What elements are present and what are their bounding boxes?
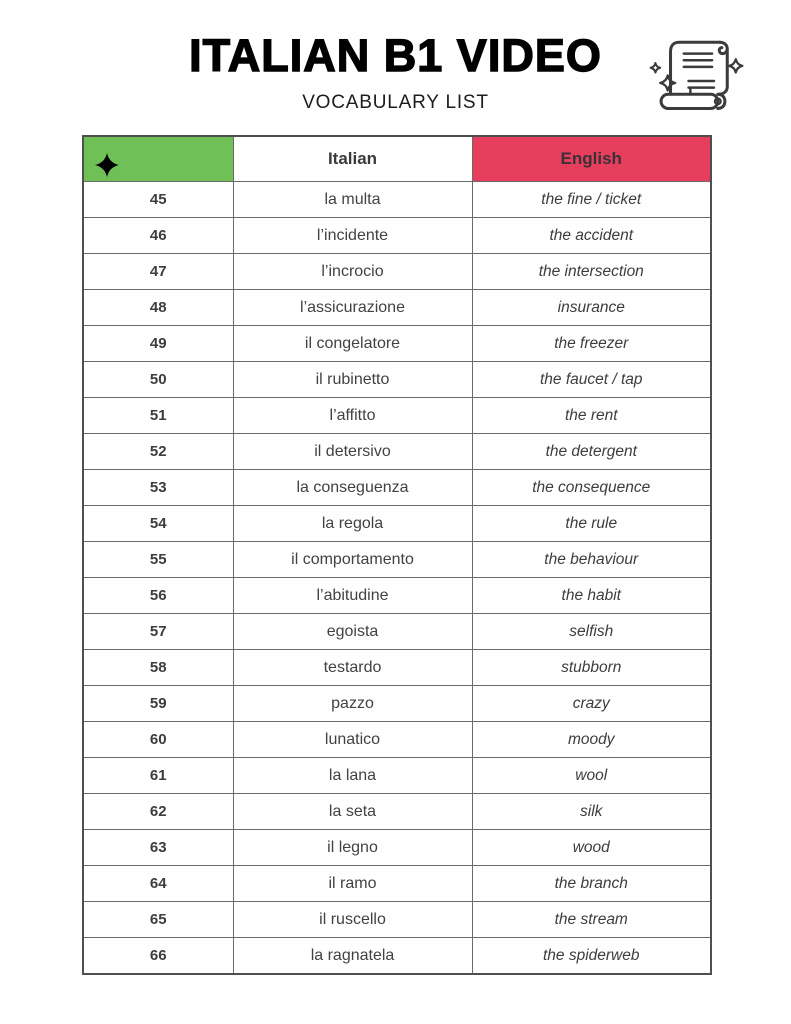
italian-column-header: Italian xyxy=(233,136,472,182)
italian-word-cell: il ramo xyxy=(233,866,472,902)
english-translation-cell: the branch xyxy=(472,866,711,902)
table-row xyxy=(83,362,711,398)
italian-word-cell: la conseguenza xyxy=(233,470,472,506)
english-translation-cell: the habit xyxy=(472,578,711,614)
italian-word-cell: l’assicurazione xyxy=(233,290,472,326)
table-row xyxy=(83,542,711,578)
row-number-cell: 60 xyxy=(83,722,233,758)
row-number-cell: 61 xyxy=(83,758,233,794)
table-row xyxy=(83,722,711,758)
italian-word-cell: l’abitudine xyxy=(233,578,472,614)
row-number-cell: 45 xyxy=(83,182,233,218)
italian-word-cell: il ruscello xyxy=(233,902,472,938)
table-row xyxy=(83,686,711,722)
table-row xyxy=(83,506,711,542)
table-row xyxy=(83,650,711,686)
english-translation-cell: moody xyxy=(472,722,711,758)
english-translation-cell: the rule xyxy=(472,506,711,542)
italian-word-cell: il congelatore xyxy=(233,326,472,362)
table-row xyxy=(83,290,711,326)
row-number-cell: 63 xyxy=(83,830,233,866)
table-row xyxy=(83,938,711,975)
row-number-cell: 58 xyxy=(83,650,233,686)
english-translation-cell: the intersection xyxy=(472,254,711,290)
row-number-cell: 57 xyxy=(83,614,233,650)
english-column-header: English xyxy=(472,136,711,182)
row-number-cell: 50 xyxy=(83,362,233,398)
italian-word-cell: l’affitto xyxy=(233,398,472,434)
table-row xyxy=(83,470,711,506)
english-translation-cell: the behaviour xyxy=(472,542,711,578)
italian-word-cell: la lana xyxy=(233,758,472,794)
english-translation-cell: silk xyxy=(472,794,711,830)
italian-word-cell: il legno xyxy=(233,830,472,866)
english-translation-cell: the rent xyxy=(472,398,711,434)
english-translation-cell: the detergent xyxy=(472,434,711,470)
table-row xyxy=(83,398,711,434)
row-number-cell: 56 xyxy=(83,578,233,614)
italian-word-cell: l’incrocio xyxy=(233,254,472,290)
english-translation-cell: stubborn xyxy=(472,650,711,686)
english-translation-cell: the freezer xyxy=(472,326,711,362)
row-number-cell: 59 xyxy=(83,686,233,722)
italian-word-cell: pazzo xyxy=(233,686,472,722)
table-row xyxy=(83,578,711,614)
number-column-header xyxy=(83,136,233,182)
italian-word-cell: la multa xyxy=(233,182,472,218)
english-translation-cell: the faucet / tap xyxy=(472,362,711,398)
table-row xyxy=(83,830,711,866)
row-number-cell: 66 xyxy=(83,938,233,975)
page-subtitle: VOCABULARY LIST xyxy=(302,92,489,113)
table-row xyxy=(83,218,711,254)
row-number-cell: 52 xyxy=(83,434,233,470)
italian-word-cell: lunatico xyxy=(233,722,472,758)
italian-word-cell: il rubinetto xyxy=(233,362,472,398)
row-number-cell: 49 xyxy=(83,326,233,362)
table-row xyxy=(83,182,711,218)
italian-word-cell: il detersivo xyxy=(233,434,472,470)
english-translation-cell: the fine / ticket xyxy=(472,182,711,218)
row-number-cell: 46 xyxy=(83,218,233,254)
table-header-row xyxy=(83,136,711,182)
english-translation-cell: the spiderweb xyxy=(472,938,711,975)
english-translation-cell: wool xyxy=(472,758,711,794)
scroll-with-sparkles-icon xyxy=(645,28,749,118)
table-row xyxy=(83,794,711,830)
english-translation-cell: crazy xyxy=(472,686,711,722)
sparkle-star-icon xyxy=(94,152,120,178)
table-row xyxy=(83,326,711,362)
vocabulary-table xyxy=(82,135,712,975)
italian-word-cell: la ragnatela xyxy=(233,938,472,975)
row-number-cell: 65 xyxy=(83,902,233,938)
english-translation-cell: selfish xyxy=(472,614,711,650)
english-translation-cell: the accident xyxy=(472,218,711,254)
table-row xyxy=(83,866,711,902)
italian-word-cell: testardo xyxy=(233,650,472,686)
italian-word-cell: l’incidente xyxy=(233,218,472,254)
row-number-cell: 64 xyxy=(83,866,233,902)
row-number-cell: 62 xyxy=(83,794,233,830)
table-row xyxy=(83,254,711,290)
italian-word-cell: il comportamento xyxy=(233,542,472,578)
vocab-table-body xyxy=(83,182,711,975)
row-number-cell: 55 xyxy=(83,542,233,578)
row-number-cell: 54 xyxy=(83,506,233,542)
english-translation-cell: the stream xyxy=(472,902,711,938)
row-number-cell: 51 xyxy=(83,398,233,434)
row-number-cell: 47 xyxy=(83,254,233,290)
italian-word-cell: la regola xyxy=(233,506,472,542)
page-title: ITALIAN B1 VIDEO xyxy=(189,30,602,81)
row-number-cell: 53 xyxy=(83,470,233,506)
english-translation-cell: the consequence xyxy=(472,470,711,506)
table-row xyxy=(83,434,711,470)
table-row xyxy=(83,902,711,938)
table-row xyxy=(83,758,711,794)
english-translation-cell: insurance xyxy=(472,290,711,326)
row-number-cell: 48 xyxy=(83,290,233,326)
table-row xyxy=(83,614,711,650)
italian-word-cell: la seta xyxy=(233,794,472,830)
italian-word-cell: egoista xyxy=(233,614,472,650)
english-translation-cell: wood xyxy=(472,830,711,866)
